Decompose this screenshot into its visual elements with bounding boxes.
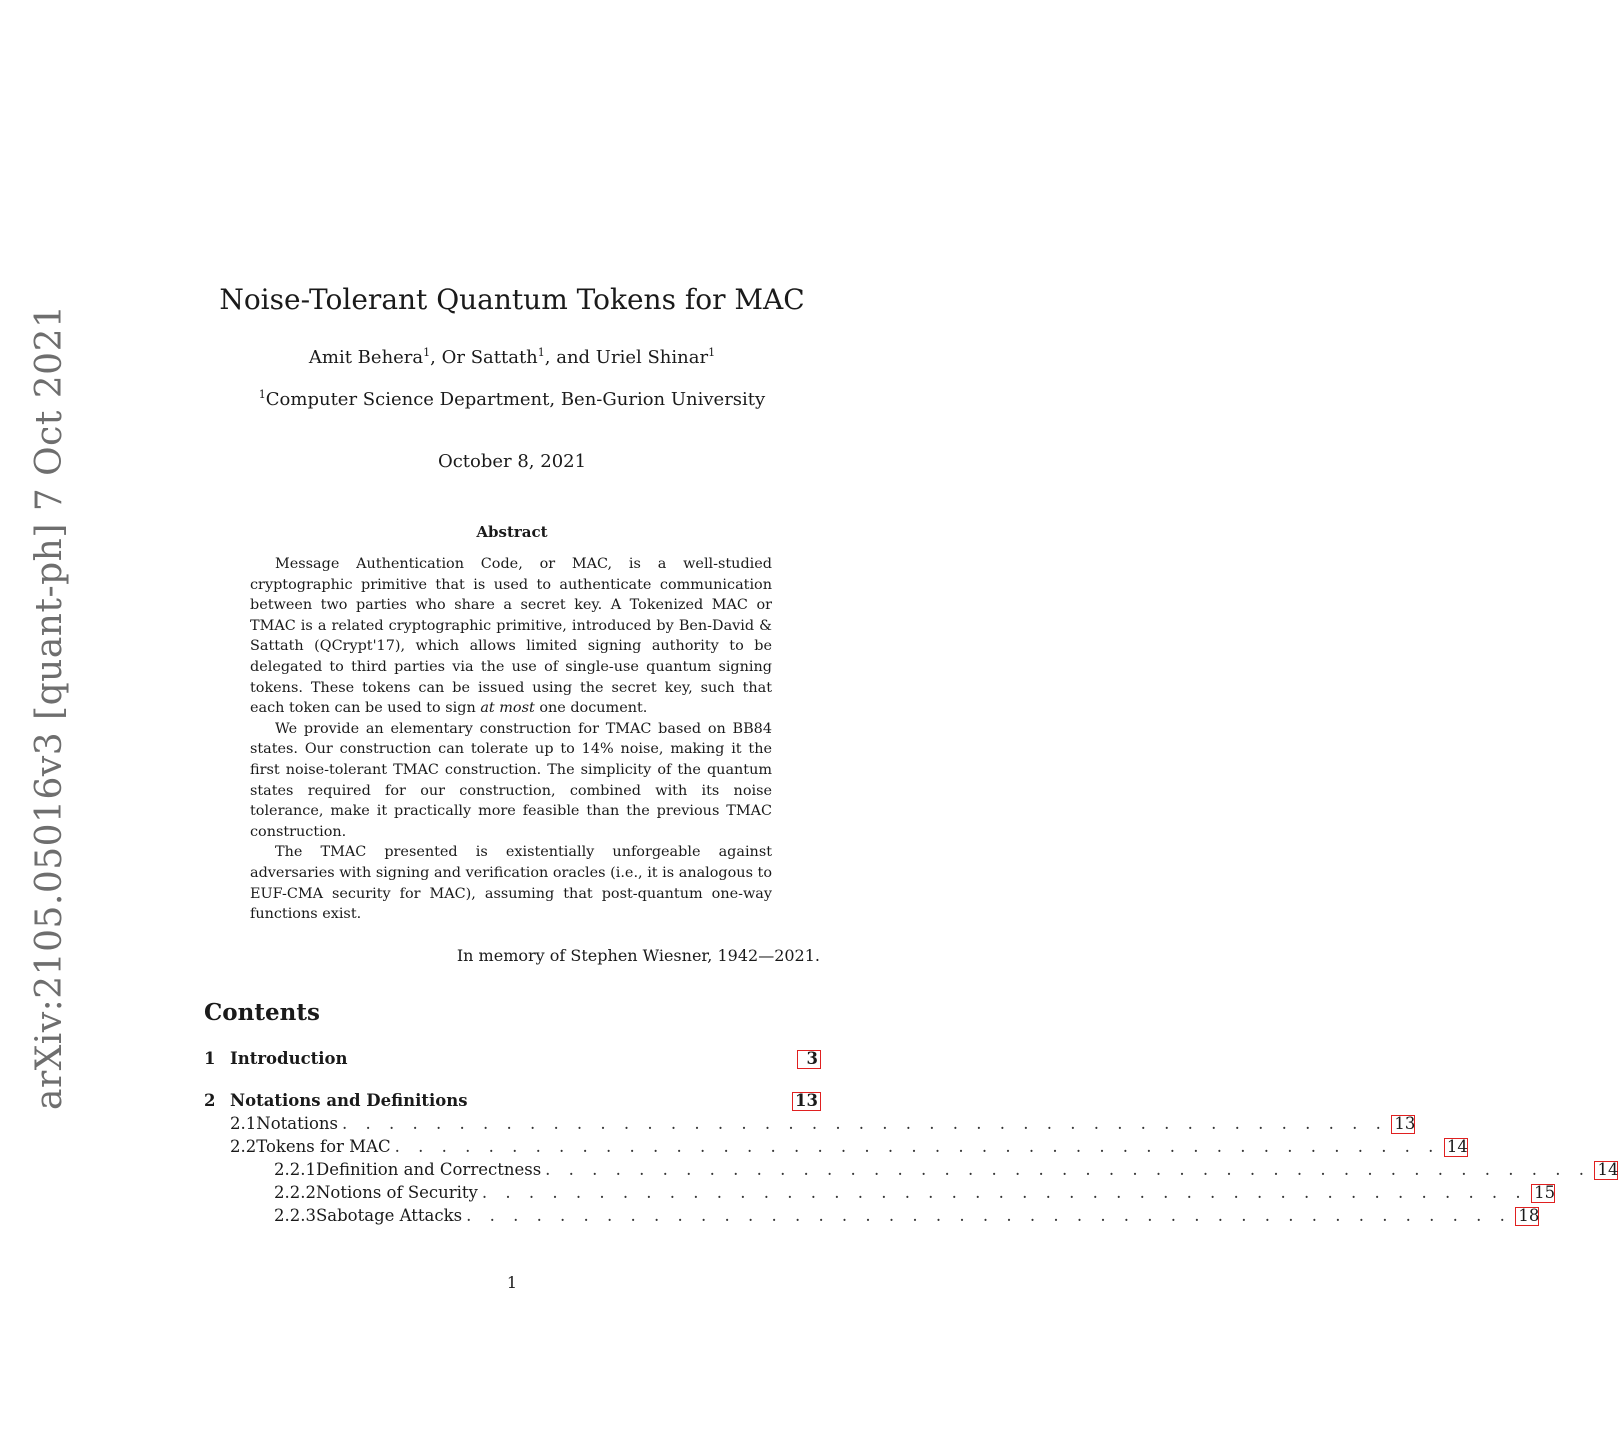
author-name: Amit Behera bbox=[308, 347, 424, 368]
abstract-body bbox=[250, 554, 772, 925]
author-affiliation-mark: 1 bbox=[708, 346, 716, 359]
toc-entry-definition-and-correctness[interactable] bbox=[274, 1158, 1618, 1182]
author-affiliation-mark: 1 bbox=[537, 346, 545, 359]
toc-page-link[interactable]: 13 bbox=[1391, 1115, 1415, 1134]
publication-date: October 8, 2021 bbox=[437, 451, 587, 472]
toc-page-link[interactable]: 3 bbox=[797, 1050, 821, 1069]
arxiv-identifier: arXiv:2105.05016v3 [quant-ph] 7 Oct 2021 bbox=[29, 304, 70, 1110]
toc-page-link[interactable]: 14 bbox=[1594, 1161, 1618, 1180]
author-name: Uriel Shinar bbox=[595, 347, 709, 368]
toc-leader-dots: . . . . . . . . . . . . . . . . . . . . . . . . . . . . . . . . . . . . . . . . . . . . . bbox=[342, 1114, 1388, 1133]
toc-leader-dots: . . . . . . . . . . . . . . . . . . . . . . . . . . . . . . . . . . . . . . . . . . . . . bbox=[481, 1183, 1528, 1202]
page-number: 1 bbox=[506, 1273, 518, 1292]
author-separator: , and bbox=[544, 347, 596, 368]
toc-entry-number: 2.2.3 bbox=[274, 1206, 316, 1225]
toc-leader-dots: . . . . . . . . . . . . . . . . . . . . . . . . . . . . . . . . . . . . . . . . . . . . . bbox=[545, 1160, 1591, 1179]
toc-entry-title: Tokens for MAC bbox=[256, 1137, 391, 1156]
toc-leader-dots: . . . . . . . . . . . . . . . . . . . . . . . . . . . . . . . . . . . . . . . . . . . . . bbox=[394, 1137, 1440, 1156]
paper-title: Noise-Tolerant Quantum Tokens for MAC bbox=[219, 283, 805, 316]
toc-entry-number: 2.2.1 bbox=[274, 1160, 316, 1179]
toc-entry-notations-and-definitions[interactable] bbox=[204, 1089, 821, 1113]
toc-entry-title: Notations bbox=[256, 1114, 339, 1133]
abstract-emphasis: at most bbox=[480, 700, 535, 717]
toc-entry-title: Notations and Definitions bbox=[230, 1091, 468, 1110]
toc-entry-title: Notions of Security bbox=[315, 1183, 478, 1202]
toc-entry-number: 2.2.2 bbox=[274, 1183, 316, 1202]
toc-page-link[interactable]: 15 bbox=[1531, 1184, 1555, 1203]
toc-leader-dots: . . . . . . . . . . . . . . . . . . . . . . . . . . . . . . . . . . . . . . . . . . . . . bbox=[466, 1206, 1512, 1225]
author-separator: , bbox=[430, 347, 442, 368]
toc-entry-number: 2 bbox=[204, 1091, 216, 1110]
affiliation-text: Computer Science Department, Ben-Gurion University bbox=[265, 389, 766, 410]
toc-entry-introduction[interactable] bbox=[204, 1047, 821, 1071]
author-name: Or Sattath bbox=[441, 347, 538, 368]
toc-page-link[interactable]: 18 bbox=[1515, 1207, 1539, 1226]
author-list bbox=[0, 346, 1024, 368]
abstract-heading: Abstract bbox=[476, 523, 548, 541]
toc-entry-number: 2.2 bbox=[230, 1137, 257, 1156]
abstract-paragraph-3: The TMAC presented is existentially unforgeable against adversaries with signing and verification oracles (i.e., it is analogous to EUF-CMA security for MAC), assuming that post-quantum one-way functions exist. bbox=[250, 844, 772, 923]
author-affiliation-mark: 1 bbox=[423, 346, 431, 359]
toc-entry-sabotage-attacks[interactable] bbox=[274, 1204, 1540, 1228]
abstract-text: one document. bbox=[534, 700, 648, 717]
toc-page-link[interactable]: 14 bbox=[1444, 1138, 1468, 1157]
abstract-paragraph-2: We provide an elementary construction for TMAC based on BB84 states. Our construction can tolerate up to 14% noise, making it the first noise-tolerant TMAC construction. The simplicity of the quantum states required for our construction, combined with its noise tolerance, make it practically more feasible than the previous TMAC construction. bbox=[250, 720, 772, 840]
affiliation-mark: 1 bbox=[258, 388, 266, 401]
toc-entry-number: 1 bbox=[204, 1049, 216, 1068]
toc-entry-title: Sabotage Attacks bbox=[315, 1206, 463, 1225]
toc-page-link[interactable]: 13 bbox=[792, 1092, 821, 1111]
toc-entry-notations[interactable] bbox=[230, 1112, 1416, 1136]
toc-entry-tokens-for-mac[interactable] bbox=[230, 1135, 1468, 1159]
dedication: In memory of Stephen Wiesner, 1942—2021. bbox=[456, 946, 820, 965]
contents-heading: Contents bbox=[204, 999, 320, 1026]
toc-entry-title: Introduction bbox=[230, 1049, 348, 1068]
abstract-text: Message Authentication Code, or MAC, is a well-studied cryptographic primitive that is used to authenticate communication between two parties who share a secret key. A Tokenized MAC or TMAC is a related cryptographic primitive, introduced by Ben-David & Sattath (QCrypt'17), which allows limited signing authority to be delegated to third parties via the use of single-use quantum signing tokens. These tokens can be issued using the secret key, such that each token can be used to sign bbox=[250, 556, 772, 717]
toc-entry-title: Definition and Correctness bbox=[315, 1160, 542, 1179]
abstract-paragraph-1 bbox=[250, 554, 772, 719]
toc-entry-number: 2.1 bbox=[230, 1114, 257, 1133]
affiliation bbox=[0, 388, 1024, 410]
toc-entry-notions-of-security[interactable] bbox=[274, 1181, 1556, 1205]
